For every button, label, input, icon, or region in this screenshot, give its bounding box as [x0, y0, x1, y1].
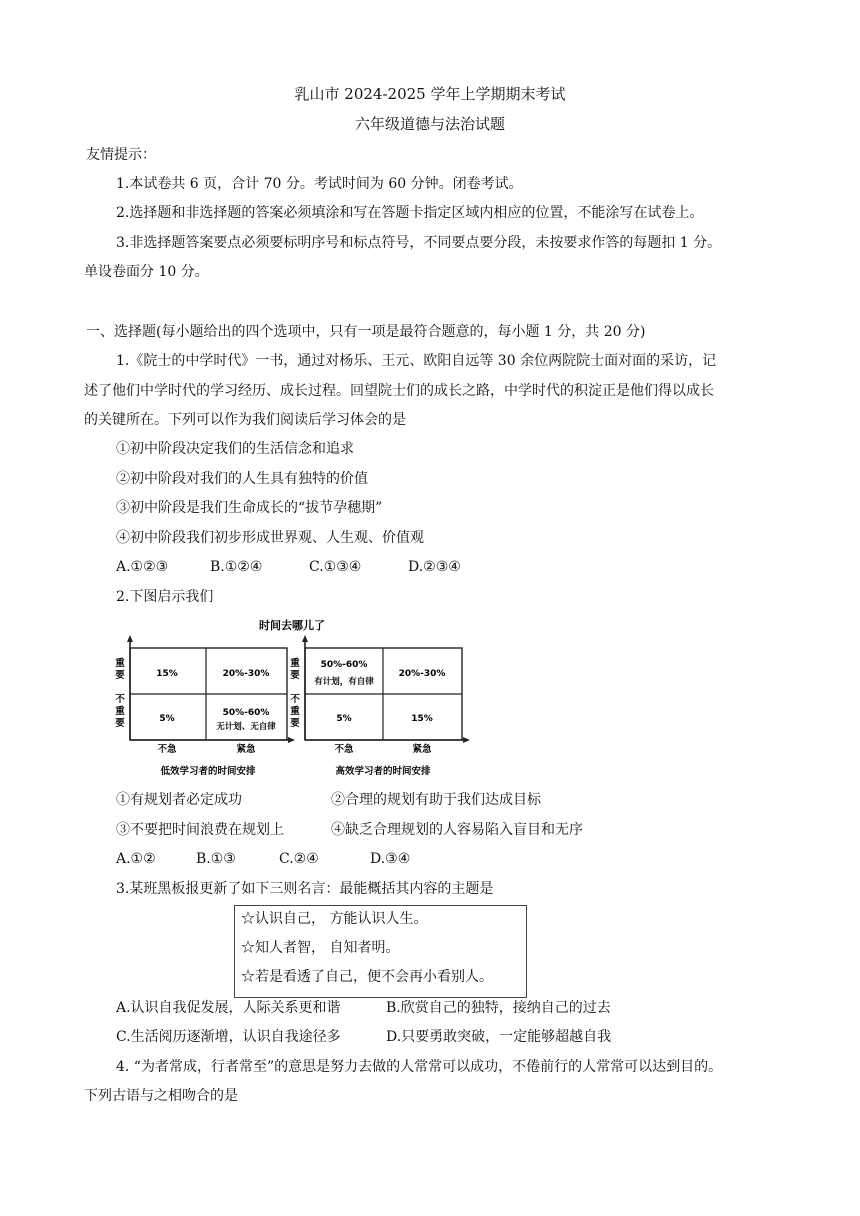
- left-cell-unimportant-not-urgent: 5%: [159, 714, 175, 724]
- quote-3: ☆若是看透了自己，便不会再小看别人。: [241, 969, 493, 985]
- time-allocation-figure: [100, 616, 485, 786]
- q1-stem-line-1: 1.《院士的中学时代》一书，通过对杨乐、王元、欧阳自远等 30 余位两院院士面对面的采访，记: [116, 353, 717, 369]
- q1-statement-1: ①初中阶段决定我们的生活信念和追求: [116, 441, 354, 457]
- q2-statement-1: ①有规划者必定成功: [116, 792, 242, 808]
- q3-option-c: C.生活阅历逐渐增，认识自我途径多: [116, 1029, 341, 1045]
- q2-option-d: D.③④: [370, 851, 411, 867]
- q1-statement-3: ③初中阶段是我们生命成长的“拔节孕穗期”: [116, 500, 383, 516]
- right-cell-important-urgent: 20%-30%: [398, 669, 446, 679]
- q2-statement-2: ②合理的规划有助于我们达成目标: [331, 792, 541, 808]
- left-cell-note: 无计划、无自律: [216, 722, 276, 732]
- left-axis-not-important: 不重要: [115, 694, 125, 729]
- right-axis-urgent: 紧急: [412, 744, 432, 755]
- q4-stem-line-2: 下列古语与之相吻合的是: [84, 1088, 238, 1104]
- q1-option-c: C.①③④: [309, 559, 362, 575]
- q4-stem-line-1: 4. “为者常成，行者常至”的意思是努力去做的人常常可以成功，不倦前行的人常常可以达到目的。: [116, 1059, 723, 1075]
- left-axis-urgent: 紧急: [236, 744, 256, 755]
- q1-option-d: D.②③④: [408, 559, 461, 575]
- quote-2: ☆知人者智， 自知者明。: [241, 940, 400, 956]
- right-cell-note: 有计划，有自律: [314, 677, 374, 687]
- left-axis-not-urgent: 不急: [157, 744, 177, 755]
- right-caption: 高效学习者的时间安排: [335, 766, 431, 777]
- tip-item-1: 1.本试卷共 6 页，合计 70 分。考试时间为 60 分钟。闭卷考试。: [116, 176, 523, 192]
- right-chart: [302, 635, 470, 743]
- tips-heading: 友情提示：: [86, 147, 156, 163]
- right-cell-unimportant-not-urgent: 5%: [336, 714, 352, 724]
- q1-stem-line-2: 述了他们中学时代的学习经历、成长过程。回望院士们的成长之路，中学时代的积淀正是他们得以成长: [84, 383, 714, 399]
- left-caption: 低效学习者的时间安排: [160, 766, 256, 777]
- q3-option-d: D.只要勇敢突破，一定能够超越自我: [386, 1029, 612, 1045]
- q3-option-b: B.欣赏自己的独特，接纳自己的过去: [386, 1000, 611, 1016]
- q2-statement-4: ④缺乏合理规划的人容易陷入盲目和无序: [331, 822, 583, 838]
- quote-1: ☆认识自己， 方能认识人生。: [241, 911, 428, 927]
- q1-statement-2: ②初中阶段对我们的人生具有独特的价值: [116, 471, 368, 487]
- quote-box: [234, 905, 527, 998]
- q2-option-c: C.②④: [279, 851, 319, 867]
- q1-option-b: B.①②④: [210, 559, 263, 575]
- q2-stem: 2.下图启示我们: [116, 589, 214, 605]
- exam-subtitle: 六年级道德与法治试题: [354, 115, 505, 133]
- right-axis-not-important: 不重要: [290, 694, 300, 729]
- q1-stem-line-3: 的关键所在。下列可以作为我们阅读后学习体会的是: [84, 412, 406, 428]
- q3-option-a: A.认识自我促发展，人际关系更和谐: [116, 1000, 341, 1016]
- left-cell-important-urgent: 20%-30%: [222, 669, 270, 679]
- figure-title: 时间去哪儿了: [259, 619, 325, 632]
- tip-item-3: 3.非选择题答案要点必须要标明序号和标点符号，不同要点要分段，未按要求作答的每题扣 1 分。: [116, 235, 722, 251]
- left-cell-important-not-urgent: 15%: [156, 669, 178, 679]
- q2-statement-3: ③不要把时间浪费在规划上: [116, 822, 284, 838]
- left-axis-important: 重要: [115, 658, 125, 681]
- tip-item-4: 单设卷面分 10 分。: [84, 264, 209, 280]
- exam-title: 乳山市 2024-2025 学年上学期期末考试: [294, 85, 566, 103]
- q3-stem: 3.某班黑板报更新了如下三则名言：最能概括其内容的主题是: [116, 881, 494, 897]
- q1-option-a: A.①②③: [116, 559, 169, 575]
- section-heading: 一、选择题(每小题给出的四个选项中，只有一项是最符合题意的，每小题 1 分，共 20 分): [86, 324, 646, 340]
- right-cell-important-not-urgent: 50%-60%: [320, 660, 368, 670]
- right-axis-important: 重要: [290, 658, 300, 681]
- left-cell-unimportant-urgent: 50%-60%: [222, 708, 270, 718]
- right-cell-unimportant-urgent: 15%: [411, 714, 433, 724]
- q2-option-b: B.①③: [196, 851, 236, 867]
- right-axis-not-urgent: 不急: [334, 744, 354, 755]
- q1-statement-4: ④初中阶段我们初步形成世界观、人生观、价值观: [116, 530, 424, 546]
- q2-option-a: A.①②: [116, 851, 156, 867]
- tip-item-2: 2.选择题和非选择题的答案必须填涂和写在答题卡指定区域内相应的位置，不能涂写在试卷上。: [116, 205, 704, 221]
